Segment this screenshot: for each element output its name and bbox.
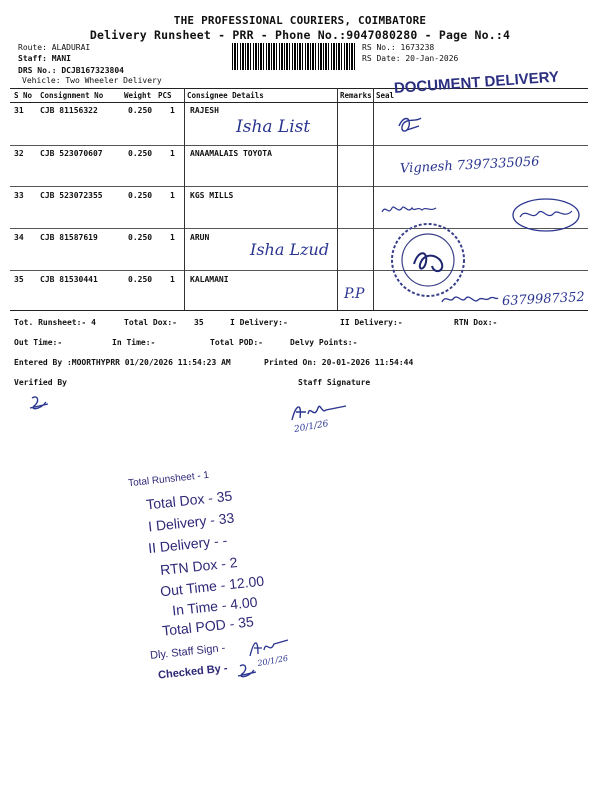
verified-signature (26, 392, 52, 412)
column-divider (373, 88, 374, 310)
route-label: Route: ALADURAI (18, 43, 91, 52)
row-weight: 0.250 (128, 275, 153, 284)
total-dox-value: 35 (194, 318, 204, 327)
handwritten-phone-number: 6379987352 (501, 289, 586, 310)
column-header-pcs: PCS (158, 91, 172, 100)
row-divider (10, 228, 588, 229)
column-header-consignee: Consignee Details (187, 91, 264, 100)
document-delivery-stamp: DOCUMENT DELIVERY (393, 68, 560, 97)
column-header-seal: Seal (376, 91, 395, 100)
oval-signature (510, 195, 582, 235)
runsheet-subtitle: Delivery Runsheet - PRR - Phone No.:9047080280 - Page No.:4 (89, 28, 511, 42)
row-consignee: KGS MILLS (190, 191, 234, 200)
summary-line: II Delivery - - (147, 531, 228, 557)
row-consignment: CJB 81587619 (40, 233, 98, 242)
handwritten-scribble (380, 200, 440, 220)
handwritten-initials: P.P (344, 286, 365, 302)
row-consignment: CJB 81156322 (40, 106, 98, 115)
rs-date: RS Date: 20-Jan-2026 (362, 54, 459, 63)
summary-line: Out Time - 12.00 (159, 572, 265, 600)
total-runsheet-label: Tot. Runsheet:- 4 (14, 318, 96, 327)
row-divider (10, 186, 588, 187)
svg-text:20/1/26: 20/1/26 (256, 653, 289, 668)
rtn-dox-label: RTN Dox:- (454, 318, 498, 327)
entered-by: Entered By :MOORTHYPRR 01/20/2026 11:54:23 AM (14, 358, 231, 367)
row-consignee: KALAMANI (190, 275, 229, 284)
row-sno: 32 (14, 149, 24, 158)
checked-by-signature (234, 660, 258, 682)
summary-line: I Delivery - 33 (147, 509, 235, 535)
verified-by-label: Verified By (14, 378, 67, 387)
column-header-consignment: Consignment No (40, 91, 104, 100)
row-consignee: ARUN (190, 233, 210, 242)
summary-line: Checked By - (157, 662, 229, 682)
row-divider (10, 270, 588, 271)
summary-line: RTN Dox - 2 (159, 553, 239, 579)
table-bottom-border (10, 310, 588, 311)
summary-line: Total Dox - 35 (145, 487, 233, 513)
row-pcs: 1 (170, 191, 175, 200)
printed-on: Printed On: 20-01-2026 11:54:44 (264, 358, 414, 367)
handwritten-vignesh-note: Vignesh 7397335056 (399, 154, 540, 177)
summary-line: Total Runsheet - 1 (127, 469, 210, 490)
signature-scribble (395, 112, 427, 138)
handwritten-receiver-name: Isha List (236, 117, 311, 137)
vehicle-label: Vehicle: Two Wheeler Delivery (22, 76, 162, 85)
column-divider (184, 88, 185, 310)
handwritten-receiver-name: Isha Lzud (250, 240, 330, 259)
i-delivery-label: I Delivery:- (230, 318, 288, 327)
summary-line: In Time - 4.00 (171, 593, 259, 619)
row-pcs: 1 (170, 106, 175, 115)
company-title: THE PROFESSIONAL COURIERS, COIMBATORE (173, 14, 427, 27)
row-consignment: CJB 81530441 (40, 275, 98, 284)
staff-label: Staff: MANI (18, 54, 71, 63)
staff-signature-label: Staff Signature (298, 378, 371, 387)
row-pcs: 1 (170, 275, 175, 284)
total-dox-label: Total Dox:- (124, 318, 177, 327)
drs-number: DRS No.: DCJB167323804 (18, 66, 124, 75)
out-time-label: Out Time:- (14, 338, 63, 347)
column-header-sno: S No (14, 91, 33, 100)
table-header-border (10, 102, 588, 103)
ii-delivery-label: II Delivery:- (340, 318, 403, 327)
row-sno: 35 (14, 275, 24, 284)
row-weight: 0.250 (128, 233, 153, 242)
row-pcs: 1 (170, 233, 175, 242)
row-consignee: RAJESH (190, 106, 219, 115)
delivery-points-label: Delvy Points:- (290, 338, 358, 347)
row-pcs: 1 (170, 149, 175, 158)
row-sno: 31 (14, 106, 24, 115)
summary-line: Dly. Staff Sign - (149, 642, 226, 662)
signature-date: 20/1/26 (293, 419, 330, 435)
row-consignment: CJB 523072355 (40, 191, 103, 200)
column-header-remarks: Remarks (340, 91, 372, 100)
column-divider (337, 88, 338, 310)
row-weight: 0.250 (128, 191, 153, 200)
row-divider (10, 145, 588, 146)
column-header-weight: Weight (124, 91, 152, 100)
row-consignee: ANAAMALAIS TOYOTA (190, 149, 272, 158)
in-time-label: In Time:- (112, 338, 156, 347)
barcode-image (232, 43, 356, 70)
handwritten-tamil-name (440, 290, 500, 308)
rs-number: RS No.: 1673238 (362, 43, 435, 52)
row-consignment: CJB 523070607 (40, 149, 103, 158)
row-sno: 34 (14, 233, 24, 242)
row-sno: 33 (14, 191, 24, 200)
row-weight: 0.250 (128, 149, 153, 158)
total-pod-label: Total POD:- (210, 338, 263, 347)
summary-line: Total POD - 35 (161, 613, 255, 639)
company-seal-stamp (388, 220, 468, 300)
row-weight: 0.250 (128, 106, 153, 115)
